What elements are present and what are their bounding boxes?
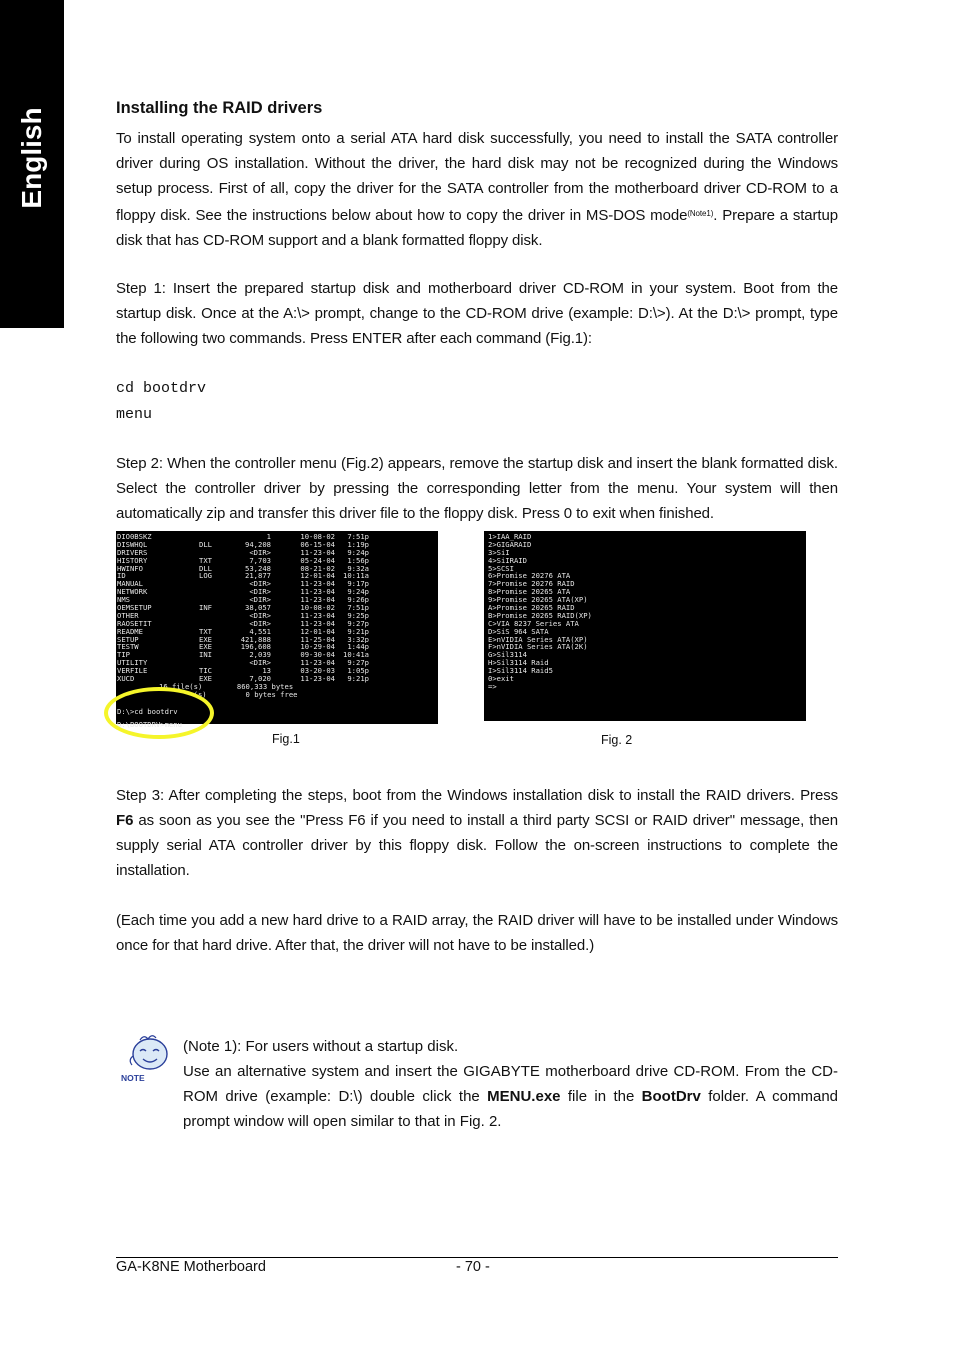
note-body-c: folder. A command prompt window will open similar to that in Fig. 2. bbox=[183, 1088, 839, 1130]
footer-page-number: - 70 - bbox=[456, 1259, 490, 1275]
intro-note-ref: (Note1) bbox=[687, 209, 714, 218]
fig1-listing-cell: 12-01-04 bbox=[300, 627, 335, 636]
fig1-listing-cell: 9:17p bbox=[347, 580, 369, 589]
fig1-listing-row bbox=[117, 659, 438, 667]
fig1-listing-cell: UTILITY bbox=[117, 659, 148, 668]
fig1-listing-cell: NETWORK bbox=[117, 588, 148, 597]
note-mascot-icon bbox=[118, 1032, 174, 1084]
fig1-listing-cell: 10:41a bbox=[343, 651, 369, 660]
fig1-listing-row bbox=[117, 565, 438, 573]
fig1-summary-dirs: (s) 0 bytes free bbox=[159, 690, 298, 699]
fig1-listing-cell: <DIR> bbox=[249, 548, 271, 557]
fig1-listing-cell: 12-01-04 bbox=[300, 572, 335, 581]
fig2-menu-list bbox=[488, 533, 806, 691]
fig1-listing-cell: 10-29-04 bbox=[300, 643, 335, 652]
fig1-listing-cell: README bbox=[117, 627, 143, 636]
step3-paragraph bbox=[116, 783, 838, 883]
fig1-summary-files: 16 file(s) 860,333 bytes bbox=[159, 682, 294, 691]
fig1-listing-cell: 38,057 bbox=[245, 604, 271, 612]
fig1-listing-row bbox=[117, 667, 438, 675]
fig1-listing-row bbox=[117, 675, 438, 683]
fig1-prompt-menu: D:\BOOTDRV>menu_ bbox=[117, 720, 187, 729]
fig1-listing-cell: DISWHQL bbox=[117, 540, 148, 549]
fig1-listing-cell: <DIR> bbox=[249, 588, 271, 597]
fig1-listing-cell: VERFILE bbox=[117, 667, 148, 676]
fig1-listing-cell: 7:51p bbox=[347, 604, 369, 612]
step1-paragraph: Step 1: Insert the prepared startup disk and motherboard driver CD-ROM in your system. Boot from the startup disk. Once at the A:\> prompt, change to the CD-ROM drive (example: D:\>). At the D:\> prompt, type the following two commands. Press ENTER after each command (Fig.1): bbox=[116, 280, 838, 347]
fig1-listing-row bbox=[117, 541, 438, 549]
fig1-listing-cell: LOG bbox=[199, 572, 212, 581]
fig2-menu-item: C>VIA 8237 Series ATA bbox=[488, 619, 579, 628]
fig1-listing-cell: 10-08-02 bbox=[300, 604, 335, 612]
footer-model: GA-K8NE Motherboard bbox=[116, 1259, 266, 1275]
fig1-listing-cell: TIC bbox=[199, 667, 212, 676]
fig1-listing-cell: OEMSETUP bbox=[117, 604, 152, 612]
section-heading: Installing the RAID drivers bbox=[116, 99, 323, 117]
fig1-listing-cell: 09-30-04 bbox=[300, 651, 335, 660]
step3-key-f6: F6 bbox=[116, 812, 134, 829]
fig1-listing-cell: SETUP bbox=[117, 635, 139, 644]
fig1-caption: Fig.1 bbox=[272, 732, 300, 746]
fig1-listing-cell: 196,608 bbox=[240, 643, 271, 652]
fig1-listing-cell: 94,208 bbox=[245, 540, 271, 549]
fig1-listing-cell: 08-21-02 bbox=[300, 564, 335, 573]
fig1-listing-cell: OTHER bbox=[117, 611, 139, 620]
fig1-listing-cell: EXE bbox=[199, 635, 212, 644]
highlight-ellipse bbox=[104, 687, 214, 739]
fig1-listing-row bbox=[117, 572, 438, 580]
fig1-listing-cell: TIP bbox=[117, 651, 130, 660]
fig1-listing-row bbox=[117, 651, 438, 659]
fig2-controller-menu-screenshot bbox=[484, 531, 806, 721]
fig2-menu-item: 5>SCSI bbox=[488, 564, 514, 573]
fig1-listing-row bbox=[117, 604, 438, 612]
intro-text-a: To install operating system onto a serial ATA hard disk successfully, you need to install the SATA controller driver during OS installation. Without the driver, the hard disk may not be recognized during the Windows setup process. First of all, copy the driver for the SATA controller from the motherboard driver CD-ROM to a floppy disk. See the instructions below about how to copy the driver in MS-DOS mode bbox=[116, 130, 838, 224]
fig2-menu-item: D>SiS 964 SATA bbox=[488, 627, 549, 636]
fig1-listing-cell: EXE bbox=[199, 675, 212, 683]
fig1-listing-cell: 9:21p bbox=[347, 675, 369, 683]
fig2-menu-item: => bbox=[488, 682, 497, 691]
note-line1: (Note 1): For users without a startup disk. bbox=[183, 1038, 459, 1055]
raid-array-note-paragraph: (Each time you add a new hard drive to a RAID array, the RAID driver will have to be installed under Windows once for that hard drive. After that, the driver will not have to be installed.) bbox=[116, 912, 838, 954]
footer-divider bbox=[116, 1257, 838, 1258]
fig2-menu-item: 6>Promise 20276 ATA bbox=[488, 572, 571, 581]
note-icon-label: NOTE bbox=[121, 1073, 145, 1083]
command-block bbox=[116, 376, 206, 428]
fig1-listing-cell: 10-08-02 bbox=[300, 533, 335, 541]
command-line: cd bootdrv bbox=[116, 380, 207, 397]
fig1-listing-cell: 7,020 bbox=[249, 675, 271, 683]
fig1-listing-row bbox=[117, 557, 438, 565]
fig1-listing-cell: INF bbox=[199, 604, 212, 612]
fig2-menu-item: G>Sil3114 bbox=[488, 651, 527, 660]
fig2-caption: Fig. 2 bbox=[601, 733, 633, 747]
fig1-listing-cell: 421,888 bbox=[240, 635, 271, 644]
fig1-listing-row bbox=[117, 588, 438, 596]
fig1-listing-cell: 9:24p bbox=[347, 548, 369, 557]
fig1-listing-cell: 05-24-04 bbox=[300, 556, 335, 565]
fig1-listing-cell: 9:27p bbox=[347, 659, 369, 668]
fig1-listing-cell: 4,551 bbox=[249, 627, 271, 636]
fig1-listing-cell: 2,039 bbox=[249, 651, 271, 660]
fig1-listing-cell: 7,703 bbox=[249, 556, 271, 565]
intro-text-b: . Prepare a startup disk that has CD-ROM support and a blank formatted floppy disk. bbox=[116, 207, 838, 249]
fig2-menu-item: B>Promise 20265 RAID(XP) bbox=[488, 611, 592, 620]
fig1-listing-cell: 03-20-03 bbox=[300, 667, 335, 676]
fig1-listing-cell: RAOSETIT bbox=[117, 619, 152, 628]
fig1-listing-cell: DRIVERS bbox=[117, 548, 148, 557]
fig1-listing-row bbox=[117, 596, 438, 604]
fig1-listing-cell: TESTW bbox=[117, 643, 139, 652]
step3-text-a: Step 3: After completing the steps, boot from the Windows installation disk to install the RAID drivers. Press bbox=[116, 787, 838, 804]
fig1-listing-cell: 9:21p bbox=[347, 627, 369, 636]
fig1-listing-cell: 11-23-04 bbox=[300, 580, 335, 589]
fig1-listing-cell: 1 bbox=[266, 533, 271, 541]
fig1-listing-cell: 1:19p bbox=[347, 540, 369, 549]
fig1-listing-cell: 9:27p bbox=[347, 619, 369, 628]
fig1-listing-row bbox=[117, 620, 438, 628]
fig2-menu-item: H>Sil3114 Raid bbox=[488, 659, 549, 668]
fig1-listing-cell: 06-15-04 bbox=[300, 540, 335, 549]
fig1-listing-cell: 11-23-04 bbox=[300, 659, 335, 668]
fig1-directory-listing bbox=[117, 533, 438, 683]
fig2-menu-item: 4>SiIRAID bbox=[488, 556, 527, 565]
fig1-listing-cell: 11-23-04 bbox=[300, 596, 335, 605]
fig1-listing-cell: TXT bbox=[199, 556, 212, 565]
note-text bbox=[183, 1034, 838, 1134]
fig1-listing-cell: <DIR> bbox=[249, 611, 271, 620]
fig1-listing-cell: 11-23-04 bbox=[300, 611, 335, 620]
fig1-listing-row bbox=[117, 636, 438, 644]
fig2-menu-item: 9>Promise 20265 ATA(XP) bbox=[488, 596, 588, 605]
fig1-listing-cell: 9:32a bbox=[347, 564, 369, 573]
fig1-listing-cell: 53,248 bbox=[245, 564, 271, 573]
fig1-listing-cell: 9:25p bbox=[347, 611, 369, 620]
fig1-listing-cell: <DIR> bbox=[249, 596, 271, 605]
fig1-listing-cell: XUCD bbox=[117, 675, 135, 683]
fig2-menu-item: 2>GIGARAID bbox=[488, 540, 532, 549]
fig1-listing-cell: 11-25-04 bbox=[300, 635, 335, 644]
command-line: menu bbox=[116, 406, 153, 423]
fig1-listing-cell: 11-23-04 bbox=[300, 588, 335, 597]
fig1-listing-row bbox=[117, 643, 438, 651]
fig2-menu-item: E>nVIDIA Series ATA(XP) bbox=[488, 635, 588, 644]
fig1-listing-cell: 11-23-04 bbox=[300, 675, 335, 683]
intro-paragraph bbox=[116, 126, 838, 253]
fig1-listing-row bbox=[117, 533, 438, 541]
fig1-listing-cell: HWINFO bbox=[117, 564, 143, 573]
note-body bbox=[183, 1059, 838, 1134]
fig1-listing-cell: 10:11a bbox=[343, 572, 369, 581]
fig2-menu-item: I>Sil3114 Raid5 bbox=[488, 667, 553, 676]
fig1-listing-cell: <DIR> bbox=[249, 580, 271, 589]
fig1-listing-cell: HISTORY bbox=[117, 556, 148, 565]
fig1-listing-cell: ID bbox=[117, 572, 126, 581]
note-body-a: Use an alternative system and insert the GIGABYTE motherboard drive CD-ROM. From the CD-ROM drive (example: D:\) double click the bbox=[183, 1063, 838, 1105]
fig1-listing-cell: 9:26p bbox=[347, 596, 369, 605]
fig1-listing-cell: 13 bbox=[262, 667, 271, 676]
fig1-listing-cell: TXT bbox=[199, 627, 212, 636]
fig1-listing-row bbox=[117, 580, 438, 588]
note-body-b: file in the bbox=[560, 1088, 642, 1105]
language-side-tab bbox=[0, 0, 64, 328]
fig1-prompt-cd: D:\>cd bootdrv bbox=[117, 707, 178, 716]
fig1-listing-cell: <DIR> bbox=[249, 619, 271, 628]
fig1-listing-cell: DLL bbox=[199, 564, 212, 573]
fig1-listing-cell: DIO0BSKZ bbox=[117, 533, 152, 541]
step2-paragraph: Step 2: When the controller menu (Fig.2) appears, remove the startup disk and insert the blank formatted disk. Select the controller driver by pressing the corresponding letter from the menu. Your system will then automatically zip and transfer this driver file to the floppy disk. Press 0 to exit when finished. bbox=[116, 455, 838, 522]
fig2-menu-item: 1>IAA_RAID bbox=[488, 533, 532, 541]
note-file-name: MENU.exe bbox=[487, 1088, 561, 1105]
fig1-listing-cell: 3:32p bbox=[347, 635, 369, 644]
fig1-listing-cell: 7:51p bbox=[347, 533, 369, 541]
fig1-listing-cell: <DIR> bbox=[249, 659, 271, 668]
note-folder-name: BootDrv bbox=[641, 1088, 701, 1105]
fig2-menu-item: 0>exit bbox=[488, 675, 514, 683]
fig1-listing-row bbox=[117, 549, 438, 557]
fig2-menu-item: F>nVIDIA Series ATA(2K) bbox=[488, 643, 588, 652]
fig2-menu-item: A>Promise 20265 RAID bbox=[488, 604, 575, 612]
fig1-listing-row bbox=[117, 628, 438, 636]
fig1-listing-cell: EXE bbox=[199, 643, 212, 652]
fig1-listing-cell: MANUAL bbox=[117, 580, 143, 589]
step3-text-b: as soon as you see the "Press F6 if you need to install a third party SCSI or RAID driver" message, then supply serial ATA controller driver by this floppy disk. Follow the on-screen instructions to complete the installation. bbox=[116, 812, 838, 879]
fig1-listing-row bbox=[117, 612, 438, 620]
fig1-listing-cell: 1:44p bbox=[347, 643, 369, 652]
fig1-listing-cell: INI bbox=[199, 651, 212, 660]
fig2-menu-item: 8>Promise 20265 ATA bbox=[488, 588, 571, 597]
language-tab-label: English bbox=[16, 107, 47, 209]
fig2-menu-item: 3>SiI bbox=[488, 548, 510, 557]
fig1-listing-cell: DLL bbox=[199, 540, 212, 549]
fig1-listing-cell: 21,877 bbox=[245, 572, 271, 581]
fig1-listing-cell: 9:24p bbox=[347, 588, 369, 597]
fig1-listing-cell: 1:56p bbox=[347, 556, 369, 565]
fig1-listing-cell: 11-23-04 bbox=[300, 548, 335, 557]
fig2-menu-item: 7>Promise 20276 RAID bbox=[488, 580, 575, 589]
fig1-listing-cell: 11-23-04 bbox=[300, 619, 335, 628]
fig1-listing-cell: NMS bbox=[117, 596, 130, 605]
fig1-listing-cell: 1:05p bbox=[347, 667, 369, 676]
